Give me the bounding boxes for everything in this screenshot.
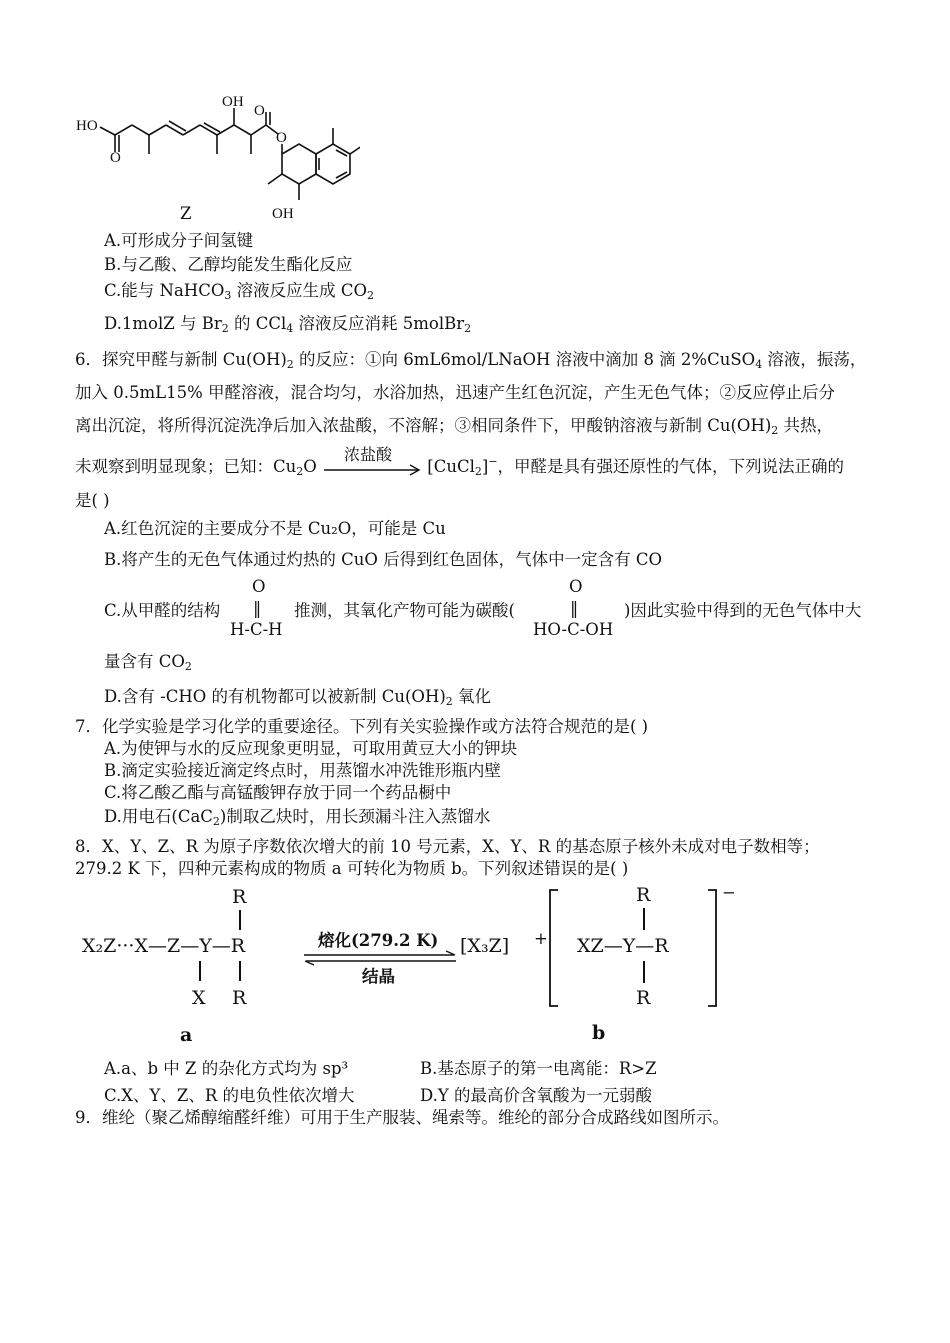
q5-option-d: D.1molZ 与 $Br_2$ 的 CCl$_4$ 溶液反应消耗 5molBr$_2$ [104, 314, 472, 335]
q6-line4-o: O [303, 457, 317, 476]
q8-line-2: 279.2 K 下，四种元素构成的物质 a 可转化为物质 b。下列叙述错误的是( ) [75, 859, 629, 878]
q8-option-b: B.基态原子的第一电离能：R>Z [420, 1059, 657, 1078]
scheme-b-bracket-right [706, 888, 718, 1008]
scheme-a-main: X₂Z···X—Z—Y—R [82, 935, 246, 957]
q6-option-b: B.将产生的无色气体通过灼热的 CuO 后得到红色固体，气体中一定含有 CO [104, 550, 663, 569]
atom-o-acid: O [110, 150, 121, 166]
q6-option-a: A.红色沉淀的主要成分不是 Cu₂O，可能是 Cu [104, 519, 446, 538]
q6-arrow-label: 浓盐酸 [344, 444, 393, 464]
atom-o-ester: O [276, 130, 287, 146]
q6-line4-pre: 未观察到明显现象；已知：Cu [75, 457, 297, 476]
q6-line4-complex: [CuCl [427, 457, 475, 476]
q6-line-5: 是( ) [75, 491, 110, 510]
q6-line4-close: ] [481, 457, 489, 476]
formaldehyde-chain: H-C-H [230, 620, 283, 639]
scheme-b-anion-main: XZ—Y—R [577, 935, 669, 957]
q7-option-c: C.将乙酸乙酯与高锰酸钾存放于同一个药品橱中 [104, 783, 452, 802]
q6-line4-charge: − [488, 455, 498, 468]
q7-option-a: A.为使钾与水的反应现象更明显，可取用黄豆大小的钾块 [104, 739, 518, 758]
scheme-b-cation: [X₃Z] [460, 935, 510, 957]
scheme-b-cation-charge: + [534, 929, 548, 948]
q6-line1-end: 溶液，振荡， [762, 350, 867, 369]
atom-o-ester-carbonyl: O [254, 103, 265, 119]
q6-option-d-post: 氧化 [452, 687, 492, 706]
q9-stem: 9．维纶（聚乙烯醇缩醛纤维）可用于生产服装、绳索等。维纶的部分合成路线如图所示。 [75, 1108, 729, 1127]
q6-line-2: 加入 0.5mL15% 甲醛溶液，混合均匀，水浴加热，迅速产生红色沉淀，产生无色气体；②反应停止后分 [75, 383, 836, 402]
q7-option-d: D.用电石(CaC$_2$)制取乙炔时，用长颈漏斗注入蒸馏水 [104, 807, 491, 828]
scheme-a-label: a [180, 1024, 193, 1046]
q8-line-1: 8．X、Y、Z、R 为原子序数依次增大的前 10 号元素，X、Y、R 的基态原子核外未成对电子数相等； [75, 837, 820, 856]
formaldehyde-double-bond: ‖ [253, 599, 262, 618]
q6-line3-pre: 离出沉淀，将所得沉淀洗净后加入浓盐酸，不溶解；③相同条件下，甲酸钠溶液与新制 Cu(OH) [75, 416, 772, 435]
q5-option-b: B.与乙酸、乙醇均能发生酯化反应 [104, 255, 353, 274]
q5-option-d-mid: 的 CCl [228, 314, 287, 333]
carbonic-acid-double-bond: ‖ [570, 599, 579, 618]
q6-option-c-post: )因此实验中得到的无色气体中大 [624, 601, 862, 620]
q8-option-d: D.Y 的最高价含氧酸为一元弱酸 [420, 1086, 653, 1105]
scheme-b-anion-charge: − [722, 883, 736, 902]
scheme-b-anion-top-bond [643, 908, 645, 930]
scheme-b-label: b [592, 1022, 606, 1044]
molecule-label-z: Z [180, 204, 192, 223]
q8-option-c: C.X、Y、Z、R 的电负性依次增大 [104, 1086, 355, 1105]
q6-option-c-pre: C.从甲醛的结构 [104, 601, 221, 620]
scheme-b-anion-bottom-bond [643, 961, 645, 983]
q7-option-d-post: )制取乙炔时，用长颈漏斗注入蒸馏水 [219, 807, 491, 826]
q6-option-d-pre: D.含有 -CHO 的有机物都可以被新制 Cu(OH) [104, 687, 446, 706]
q5-option-a: A.可形成分子间氢键 [104, 231, 254, 250]
q5-option-c: C.能与 NaHCO$_3$ 溶液反应生成 $CO_2$ [104, 281, 374, 302]
q7-option-b: B.滴定实验接近滴定终点时，用蒸馏水冲洗锥形瓶内壁 [104, 761, 501, 780]
q7-option-d-pre: D.用电石(CaC [104, 807, 213, 826]
q5-option-c-pre: C.能与 NaHCO [104, 281, 225, 300]
scheme-arrow-bottom-label: 结晶 [362, 967, 395, 986]
q6-option-c-cont-text: 量含有 CO [104, 652, 185, 671]
q5-option-c-mid: 溶液反应生成 CO [231, 281, 367, 300]
atom-ho: HO [76, 118, 98, 134]
q7-stem: 7．化学实验是学习化学的重要途径。下列有关实验操作或方法符合规范的是( ) [75, 717, 649, 736]
q6-line1-post: 的反应：①向 6mL6mol/LNaOH 溶液中滴加 8 滴 2%CuSO [293, 350, 756, 369]
q6-line-3: 离出沉淀，将所得沉淀洗净后加入浓盐酸，不溶解；③相同条件下，甲酸钠溶液与新制 $Cu(OH)_2$ 共热， [75, 416, 834, 437]
q6-line-1: 6．探究甲醛与新制 $Cu(OH)_2$ 的反应：①向 6mL6mol/LNaOH 溶液中滴加 8 滴 2%CuSO$_4$ 溶液，振荡， [75, 350, 867, 371]
q6-line3-post: 共热， [778, 416, 834, 435]
q6-reaction-arrow [322, 444, 422, 478]
q6-option-c-cont: 量含有 $CO_2$ [104, 652, 192, 673]
q6-option-d: D.含有 -CHO 的有机物都可以被新制 $Cu(OH)_2$ 氧化 [104, 687, 492, 708]
q6-option-c-mid: 推测，其氧化产物可能为碳酸( [294, 601, 515, 620]
q6-line-4: 未观察到明显现象；已知：$Cu_2O$ 浓盐酸 [CuCl$_2$]−，甲醛是具有强还原性的气体，下列说法正确的 [75, 444, 845, 478]
q5-option-d-pre: D.1molZ 与 Br [104, 314, 222, 333]
scheme-a-top-r: R [232, 886, 247, 908]
scheme-a-bottom-bond-r [239, 961, 241, 981]
formaldehyde-o: O [252, 577, 266, 596]
scheme-a-bottom-r: R [232, 987, 247, 1009]
scheme-a-bottom-bond-x [199, 961, 201, 981]
q5-option-d-post: 溶液反应消耗 5molBr [293, 314, 465, 333]
atom-oh-top: OH [222, 94, 244, 110]
scheme-b-bracket-left [548, 888, 560, 1008]
scheme-a-top-bond [239, 910, 241, 930]
scheme-equilibrium-arrow [300, 950, 460, 966]
carbonic-acid-chain: HO-C-OH [533, 620, 614, 639]
carbonic-acid-o: O [569, 577, 583, 596]
scheme-arrow-top-label: 熔化(279.2 K) [318, 931, 439, 950]
scheme-b-anion-bottom-r: R [636, 987, 651, 1009]
q8-option-a: A.a、b 中 Z 的杂化方式均为 sp³ [104, 1059, 349, 1078]
atom-oh-bottom: OH [272, 206, 294, 222]
scheme-b-anion-top-r: R [636, 884, 651, 906]
q6-line1-pre: 6．探究甲醛与新制 Cu(OH) [75, 350, 287, 369]
q6-line4-post: ，甲醛是具有强还原性的气体，下列说法正确的 [497, 457, 845, 476]
scheme-a-bottom-x: X [192, 987, 206, 1009]
